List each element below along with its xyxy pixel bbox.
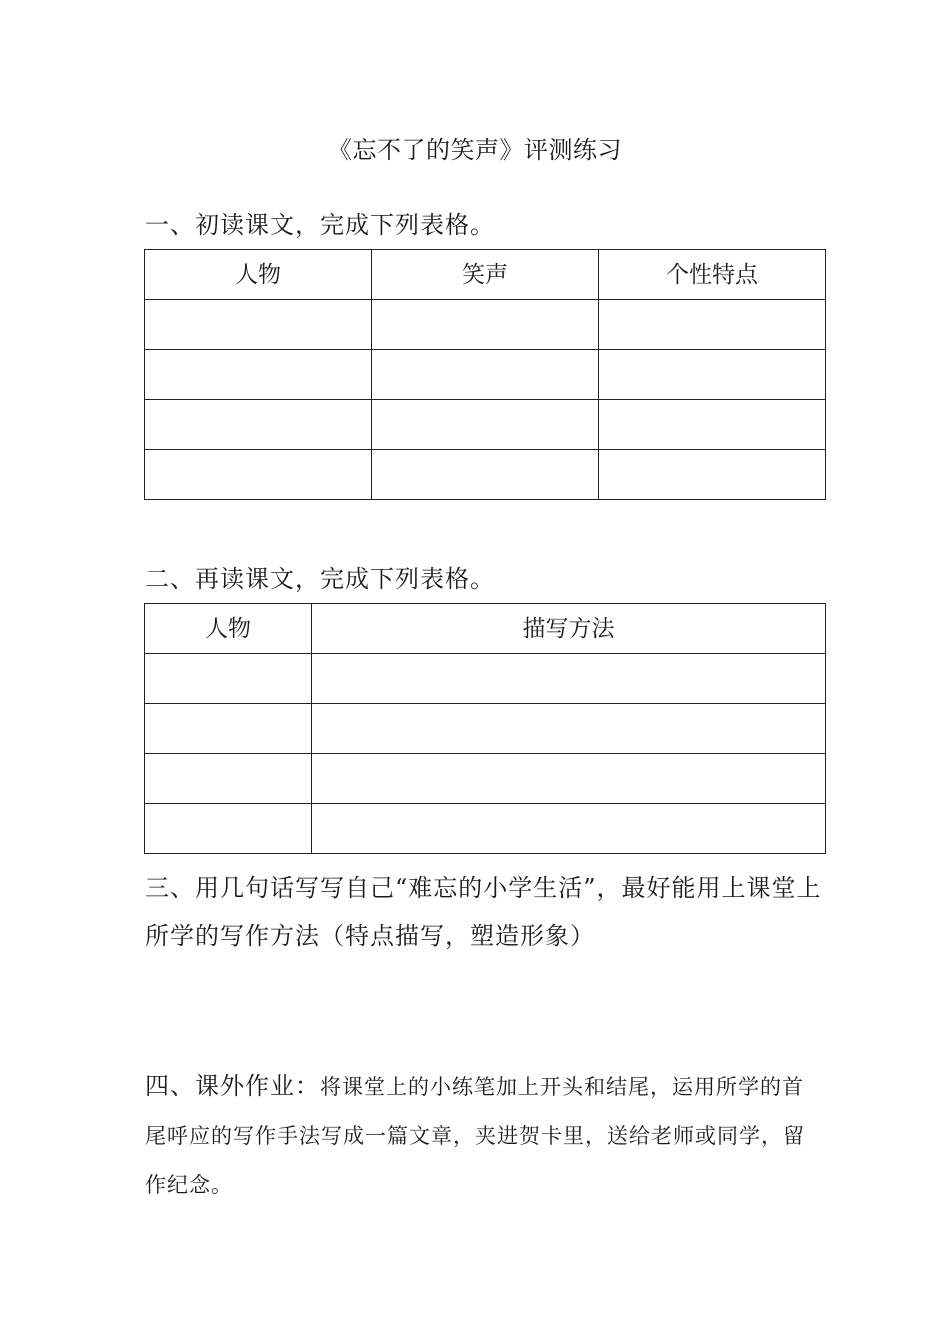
table-cell: [145, 300, 372, 350]
section-4-heading: 四、课外作业：: [145, 1072, 320, 1100]
table-row: [145, 450, 826, 500]
table-cell: [145, 654, 312, 704]
table-cell: [145, 704, 312, 754]
column-header-traits: 个性特点: [599, 250, 826, 300]
table-cell: [372, 350, 599, 400]
table-cell: [145, 450, 372, 500]
table-cell: [599, 350, 826, 400]
table-cell: [372, 400, 599, 450]
table-header-row: [145, 250, 826, 300]
table-cell: [599, 300, 826, 350]
table-characters-laughter: [144, 249, 826, 500]
table-description-methods: [144, 603, 826, 854]
table-cell: [145, 804, 312, 854]
section-3-prompt: 三、用几句话写写自己“难忘的小学生活”，最好能用上课堂上所学的写作方法（特点描写，塑造形象）: [145, 874, 822, 950]
column-header-person: 人物: [145, 250, 372, 300]
column-header-laughter: 笑声: [372, 250, 599, 300]
table-row: [145, 654, 826, 704]
table-row: [145, 804, 826, 854]
table-cell: [599, 450, 826, 500]
table-cell: [145, 754, 312, 804]
table-cell: [372, 300, 599, 350]
table-header-row: [145, 604, 826, 654]
page-title: 《忘不了的笑声》评测练习: [328, 136, 622, 164]
table-cell: [312, 704, 826, 754]
column-header-person: 人物: [145, 604, 312, 654]
table-cell: [312, 654, 826, 704]
table-cell: [599, 400, 826, 450]
table-cell: [312, 754, 826, 804]
table-row: [145, 704, 826, 754]
table-cell: [312, 804, 826, 854]
section-1-heading: 一、初读课文，完成下列表格。: [145, 211, 495, 239]
table-cell: [145, 350, 372, 400]
table-cell: [372, 450, 599, 500]
section-4-text: 将课堂上的小练笔加上开头和结尾，运用所学的首尾呼应的写作手法写成一篇文章，夹进贺卡里，送给老师或同学，留作纪念。: [145, 1075, 805, 1197]
section-2-heading: 二、再读课文，完成下列表格。: [145, 565, 495, 593]
column-header-method: 描写方法: [312, 604, 826, 654]
section-4-homework: [145, 1062, 825, 1210]
table-row: [145, 400, 826, 450]
table-cell: [145, 400, 372, 450]
table-row: [145, 350, 826, 400]
table-row: [145, 300, 826, 350]
table-row: [145, 754, 826, 804]
